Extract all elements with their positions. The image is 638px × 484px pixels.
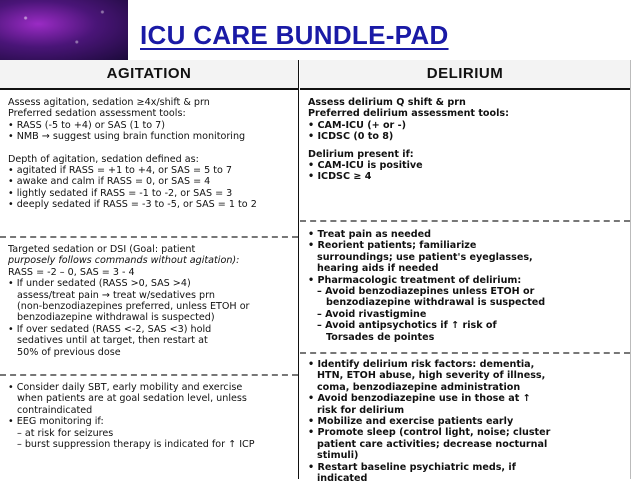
text-line: • Treat pain as needed [308,229,432,240]
text-line: Delirium present if: [308,148,414,160]
text-line: • Identify delirium risk factors: dementia, [308,359,535,370]
text-line: Depth of agitation, sedation defined as: [8,153,199,165]
agitation-assessment-section [0,94,298,211]
text-line: • If under sedated (RASS >0, SAS >4) [8,278,191,290]
text-line: • Restart baseline psychiatric meds, if [308,461,516,473]
agitation-heading: AGITATION [0,60,298,90]
text-line: RASS = -2 – 0, SAS = 3 - 4 [8,266,135,278]
text-line: surroundings; use patient's eyeglasses, [317,251,533,263]
text-line: • NMB → suggest using brain function monitoring [8,131,246,143]
text-line: • ICDSC ≥ 4 [308,171,372,183]
text-line: • agitated if RASS = +1 to +4, or SAS = 5 to 7 [8,165,233,177]
text-line: Assess delirium Q shift & prn [308,97,466,108]
text-line: • Reorient patients; familiarize [308,240,477,252]
agitation-mobility-eeg-section [0,379,298,450]
text-line: HTN, ETOH abuse, high severity of illness, [317,370,546,382]
section-divider [300,220,630,222]
text-line: (non-benzodiazepines preferred, unless ETOH or [17,301,250,313]
delirium-heading: DELIRIUM [300,60,630,90]
text-line: – Avoid antipsychotics if ↑ risk of [317,320,497,332]
text-line: – Avoid benzodiazepines unless ETOH or [317,286,535,298]
delirium-prevention-section [300,356,630,484]
delirium-column [300,60,630,484]
text-line: when patients are at goal sedation level, unless [17,393,247,405]
text-line: Targeted sedation or DSI (Goal: patient [8,244,196,255]
text-line: • CAM-ICU is positive [308,160,423,172]
page-edge-line [630,60,631,479]
text-line: – at risk for seizures [17,427,114,439]
text-line: Assess agitation, sedation ≥4x/shift & prn [8,97,210,108]
text-line: hearing aids if needed [317,263,439,275]
title-banner [0,0,638,60]
section-divider [0,374,298,376]
text-line: • Consider daily SBT, early mobility and exercise [8,382,243,393]
text-line: • CAM-ICU (+ or -) [308,119,406,131]
text-line: • awake and calm if RASS = 0, or SAS = 4 [8,176,211,188]
text-line: Preferred delirium assessment tools: [308,108,509,120]
section-divider [300,352,630,354]
text-line: sedatives until at target, then restart at [17,335,208,347]
text-line: • Mobilize and exercise patients early [308,416,514,428]
section-divider [0,236,298,238]
decorative-logo-image [0,0,128,60]
text-line: • If over sedated (RASS <-2, SAS <3) hold [8,323,212,335]
text-line: risk for delirium [317,404,405,416]
text-line: • Pharmacologic treatment of delirium: [308,274,522,286]
text-line: indicated [317,473,368,484]
text-line: • lightly sedated if RASS = -1 to -2, or SAS = 3 [8,187,233,199]
text-line: Torsades de pointes [326,331,435,343]
text-line: 50% of previous dose [17,346,121,358]
text-line: benzodiazepine withdrawal is suspected) [17,312,215,324]
text-line: contraindicated [17,404,93,416]
text-line: – burst suppression therapy is indicated for ↑ ICP [17,439,255,451]
text-line: patient care activities; decrease nocturnal [317,438,548,450]
text-line: benzodiazepine withdrawal is suspected [326,297,546,309]
text-line: • RASS (-5 to +4) or SAS (1 to 7) [8,119,166,131]
agitation-targeted-sedation-section [0,241,298,358]
spacer [0,364,298,367]
text-line: • Avoid benzodiazepine use in those at ↑ [308,393,531,405]
bundle-document [0,60,638,484]
agitation-column [0,60,299,479]
text-line: coma, benzodiazepine administration [317,381,521,393]
text-line: Preferred sedation assessment tools: [8,108,186,120]
delirium-assessment-section [300,94,630,183]
text-line: • deeply sedated if RASS = -3 to -5, or SAS = 1 to 2 [8,199,257,211]
text-line: stimuli) [317,450,359,462]
text-line: – Avoid rivastigmine [317,308,427,320]
text-line: assess/treat pain → treat w/sedatives prn [17,289,215,301]
text-line: • EEG monitoring if: [8,416,104,428]
delirium-treatment-section [300,226,630,343]
text-line: • ICDSC (0 to 8) [308,131,394,143]
page-title: ICU CARE BUNDLE-PAD [140,20,449,50]
text-line: • Promote sleep (control light, noise; cluster [308,427,551,439]
text-line: purposely follows commands without agitation): [8,255,240,267]
